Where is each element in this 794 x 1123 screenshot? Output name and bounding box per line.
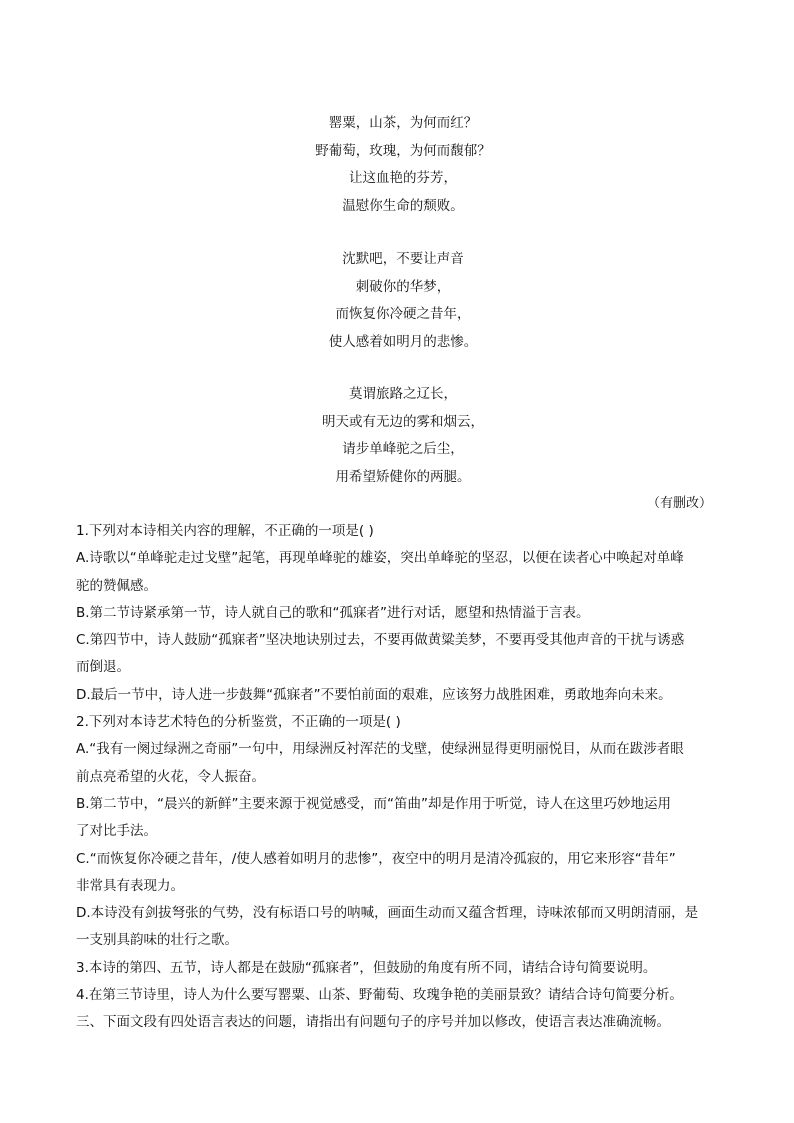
poem-line: 温慰你生命的颓败。 [342, 197, 464, 214]
question-2-stem: 2.下列对本诗艺术特色的分析鉴赏，不正确的一项是( ) [76, 714, 401, 731]
question-2-option-b-cont: 了对比手法。 [76, 823, 157, 840]
question-1-option-c-cont: 而倒退。 [76, 659, 130, 676]
question-4: 4.在第三节诗里，诗人为什么要写罂粟、山茶、野葡萄、玫瑰争艳的美丽景致？请结合诗句简要分析。 [76, 987, 683, 1004]
section-3-heading: 三、下面文段有四处语言表达的问题，请指出有问题句子的序号并加以修改，使语言表达准确流畅。 [76, 1014, 670, 1031]
poem-stanza-5 [0, 381, 794, 491]
poem-line: 刺破你的华梦， [355, 278, 451, 295]
poem-line: 让这血艳的芬芳， [349, 170, 457, 186]
poem-stanza-4 [0, 246, 794, 356]
poem-line: 明天或有无边的雾和烟云， [322, 413, 484, 430]
source-note: （有删改） [646, 496, 712, 511]
question-2-option-c: C.“而恢复你冷硬之昔年，/使人感着如明月的悲惨”，夜空中的明月是清冷孤寂的，用它来形容“昔年” [76, 850, 676, 867]
poem-line: 而恢复你冷硬之昔年， [335, 306, 471, 322]
poem-line: 野葡萄，玫瑰，为何而馥郁？ [315, 142, 491, 159]
question-2-option-a-cont: 前点亮希望的火花，令人振奋。 [76, 768, 265, 785]
question-2-option-a: A.“我有一阕过绿洲之奇丽”一句中，用绿洲反衬浑茫的戈壁，使绿洲显得更明丽悦目，从而在跋涉者眼 [76, 741, 684, 758]
question-1-option-a-cont: 驼的赞佩感。 [76, 577, 157, 594]
question-2-option-c-cont: 非常具有表现力。 [76, 877, 184, 894]
question-1-option-d: D.最后一节中，诗人进一步鼓舞“孤寐者”不要怕前面的艰难，应该努力战胜困难，勇敢地奔向未来。 [76, 686, 672, 703]
question-1-option-b: B.第二节诗紧承第一节，诗人就自己的歌和“孤寐者”进行对话，愿望和热情溢于言表。 [76, 604, 590, 621]
question-1-option-c: C.第四节中，诗人鼓励“孤寐者”坚决地诀别过去，不要再做黄粱美梦，不要再受其他声音的干扰与诱惑 [76, 632, 685, 649]
question-2-option-d-cont: 一支别具韵味的壮行之歌。 [76, 932, 238, 949]
poem-line: 用希望矫健你的两腿。 [335, 468, 471, 485]
poem-line: 使人感着如明月的悲惨。 [328, 333, 478, 350]
poem-stanza-3 [0, 110, 794, 220]
poem-line: 沈默吧，不要让声音 [342, 251, 464, 267]
question-1-stem: 1.下列对本诗相关内容的理解，不正确的一项是( ) [76, 523, 374, 539]
question-2-option-d: D.本诗没有剑拔弩张的气势，没有标语口号的呐喊，画面生动而又蕴含哲理，诗味浓郁而又明朗清丽，是 [76, 905, 699, 922]
poem-line: 罂粟，山茶，为何而红？ [328, 115, 478, 131]
poem-line: 莫谓旅路之辽长， [349, 386, 457, 402]
question-2-option-b: B.第二节中，“晨兴的新鲜”主要来源于视觉感受，而“笛曲”却是作用于听觉，诗人在这里巧妙地运用 [76, 795, 672, 812]
question-1-option-a: A.诗歌以“单峰驼走过戈壁”起笔，再现单峰驼的雄姿，突出单峰驼的坚忍，以便在读者心中唤起对单峰 [76, 550, 684, 567]
questions-section [76, 518, 718, 1037]
poem-line: 请步单峰驼之后尘， [342, 441, 464, 457]
question-3: 3.本诗的第四、五节，诗人都是在鼓励“孤寐者”，但鼓励的角度有所不同，请结合诗句简要说明。 [76, 959, 657, 976]
